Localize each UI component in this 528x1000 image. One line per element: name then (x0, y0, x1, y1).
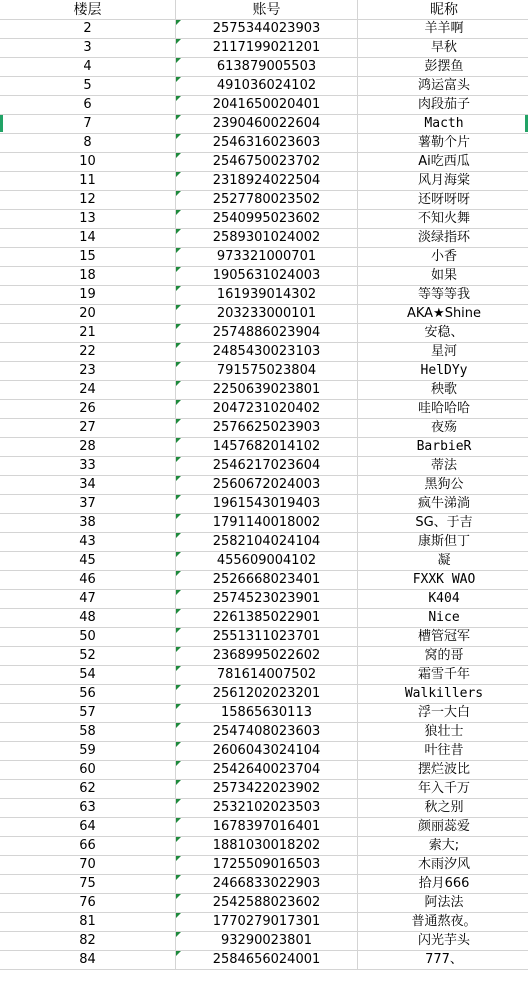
error-indicator-icon (176, 932, 181, 937)
error-indicator-icon (176, 58, 181, 63)
error-indicator-icon (176, 818, 181, 823)
cell-nickname[interactable]: 疯牛涕淌 (358, 495, 528, 514)
cell-nickname[interactable]: 木雨汐风 (358, 856, 528, 875)
cell-nickname[interactable]: 淡绿指环 (358, 229, 528, 248)
cell-floor[interactable]: 28 (0, 438, 176, 457)
cell-account[interactable]: 1881030018202 (176, 837, 358, 856)
cell-floor[interactable]: 22 (0, 343, 176, 362)
cell-floor[interactable]: 38 (0, 514, 176, 533)
table-row (0, 381, 528, 400)
cell-account[interactable]: 93290023801 (176, 932, 358, 951)
cell-account[interactable]: 2576625023903 (176, 419, 358, 438)
cell-nickname[interactable]: Nice (358, 609, 528, 628)
table-row (0, 362, 528, 381)
cell-nickname[interactable]: 鸿运富头 (358, 77, 528, 96)
cell-floor[interactable]: 46 (0, 571, 176, 590)
cell-floor[interactable]: 19 (0, 286, 176, 305)
cell-account[interactable]: 2584656024001 (176, 951, 358, 970)
cell-account[interactable]: 2318924022504 (176, 172, 358, 191)
cell-account[interactable]: 1457682014102 (176, 438, 358, 457)
cell-floor[interactable]: 47 (0, 590, 176, 609)
cell-nickname[interactable]: SG、于吉 (358, 514, 528, 533)
error-indicator-icon (176, 457, 181, 462)
cell-floor[interactable]: 43 (0, 533, 176, 552)
table-row (0, 951, 528, 970)
cell-floor[interactable]: 21 (0, 324, 176, 343)
table-row (0, 571, 528, 590)
table-row (0, 134, 528, 153)
cell-floor[interactable]: 5 (0, 77, 176, 96)
cell-account[interactable]: 2542640023704 (176, 761, 358, 780)
cell-account[interactable]: 2041650020401 (176, 96, 358, 115)
header-floor[interactable]: 楼层 (0, 0, 176, 20)
table-row (0, 343, 528, 362)
error-indicator-icon (176, 229, 181, 234)
table-row (0, 39, 528, 58)
error-indicator-icon (176, 913, 181, 918)
cell-account[interactable]: 2574886023904 (176, 324, 358, 343)
error-indicator-icon (176, 571, 181, 576)
error-indicator-icon (176, 96, 181, 101)
table-row (0, 552, 528, 571)
table-row (0, 172, 528, 191)
cell-account[interactable]: 2546750023702 (176, 153, 358, 172)
cell-floor[interactable]: 3 (0, 39, 176, 58)
cell-account[interactable]: 2546217023604 (176, 457, 358, 476)
cell-floor[interactable]: 4 (0, 58, 176, 77)
table-row (0, 58, 528, 77)
cell-nickname[interactable]: HelDYy (358, 362, 528, 381)
error-indicator-icon (176, 248, 181, 253)
cell-nickname[interactable]: 康斯但丁 (358, 533, 528, 552)
table-row (0, 514, 528, 533)
table-row (0, 818, 528, 837)
cell-floor[interactable]: 57 (0, 704, 176, 723)
error-indicator-icon (176, 533, 181, 538)
table-row (0, 723, 528, 742)
cell-account[interactable]: 1961543019403 (176, 495, 358, 514)
table-row (0, 837, 528, 856)
cell-floor[interactable]: 34 (0, 476, 176, 495)
table-row (0, 799, 528, 818)
table-row (0, 894, 528, 913)
error-indicator-icon (176, 362, 181, 367)
header-nickname[interactable]: 昵称 (358, 0, 528, 20)
error-indicator-icon (176, 590, 181, 595)
table-row (0, 248, 528, 267)
error-indicator-icon (176, 153, 181, 158)
cell-nickname[interactable]: AKA★Shine (358, 305, 528, 324)
cell-floor[interactable]: 52 (0, 647, 176, 666)
cell-nickname[interactable]: Walkillers (358, 685, 528, 704)
cell-nickname[interactable]: FXXK WAO (358, 571, 528, 590)
error-indicator-icon (176, 666, 181, 671)
cell-floor[interactable]: 2 (0, 20, 176, 39)
error-indicator-icon (176, 115, 181, 120)
cell-account[interactable]: 455609004102 (176, 552, 358, 571)
error-indicator-icon (176, 39, 181, 44)
cell-account[interactable]: 1791140018002 (176, 514, 358, 533)
cell-floor[interactable]: 48 (0, 609, 176, 628)
cell-floor[interactable]: 27 (0, 419, 176, 438)
error-indicator-icon (176, 20, 181, 25)
cell-nickname[interactable]: K404 (358, 590, 528, 609)
cell-floor[interactable]: 11 (0, 172, 176, 191)
error-indicator-icon (176, 609, 181, 614)
cell-floor[interactable]: 75 (0, 875, 176, 894)
error-indicator-icon (176, 685, 181, 690)
cell-floor[interactable]: 14 (0, 229, 176, 248)
cell-account[interactable]: 2551311023701 (176, 628, 358, 647)
table-row (0, 875, 528, 894)
cell-nickname[interactable]: 肉段茄子 (358, 96, 528, 115)
cell-account[interactable]: 2368995022602 (176, 647, 358, 666)
error-indicator-icon (176, 856, 181, 861)
cell-account[interactable]: 613879005503 (176, 58, 358, 77)
cell-floor[interactable]: 26 (0, 400, 176, 419)
table-row (0, 932, 528, 951)
cell-floor[interactable]: 13 (0, 210, 176, 229)
cell-account[interactable]: 2250639023801 (176, 381, 358, 400)
table-row (0, 115, 528, 134)
error-indicator-icon (176, 324, 181, 329)
table-row (0, 210, 528, 229)
cell-nickname[interactable]: 叶往昔 (358, 742, 528, 761)
cell-nickname[interactable]: 闪光芋头 (358, 932, 528, 951)
cell-account[interactable]: 2547408023603 (176, 723, 358, 742)
cell-floor[interactable]: 10 (0, 153, 176, 172)
table-row (0, 685, 528, 704)
error-indicator-icon (176, 514, 181, 519)
table-row (0, 476, 528, 495)
cell-account[interactable]: 2540995023602 (176, 210, 358, 229)
table-row (0, 457, 528, 476)
cell-nickname[interactable]: 阿法法 (358, 894, 528, 913)
cell-nickname[interactable]: 槽管冠军 (358, 628, 528, 647)
cell-floor[interactable]: 12 (0, 191, 176, 210)
cell-account[interactable]: 2582104024104 (176, 533, 358, 552)
cell-nickname[interactable]: 早秋 (358, 39, 528, 58)
table-row (0, 191, 528, 210)
cell-account[interactable]: 2047231020402 (176, 400, 358, 419)
table-row (0, 647, 528, 666)
cell-floor[interactable]: 58 (0, 723, 176, 742)
cell-floor[interactable]: 56 (0, 685, 176, 704)
error-indicator-icon (176, 77, 181, 82)
cell-account[interactable]: 2542588023602 (176, 894, 358, 913)
cell-floor[interactable]: 15 (0, 248, 176, 267)
cell-floor[interactable]: 63 (0, 799, 176, 818)
header-row (0, 0, 528, 20)
cell-account[interactable]: 1770279017301 (176, 913, 358, 932)
cell-account[interactable]: 2485430023103 (176, 343, 358, 362)
table-row (0, 438, 528, 457)
cell-nickname[interactable]: 夜殇 (358, 419, 528, 438)
error-indicator-icon (176, 476, 181, 481)
table-row (0, 324, 528, 343)
cell-account[interactable]: 781614007502 (176, 666, 358, 685)
table-row (0, 267, 528, 286)
cell-nickname[interactable]: Macth (358, 115, 528, 134)
cell-nickname[interactable]: 安稳、 (358, 324, 528, 343)
error-indicator-icon (176, 438, 181, 443)
table-row (0, 96, 528, 115)
error-indicator-icon (176, 381, 181, 386)
cell-account[interactable]: 2560672024003 (176, 476, 358, 495)
error-indicator-icon (176, 286, 181, 291)
error-indicator-icon (176, 894, 181, 899)
cell-account[interactable]: 791575023804 (176, 362, 358, 381)
cell-floor[interactable]: 64 (0, 818, 176, 837)
cell-nickname[interactable]: Ai吃西瓜 (358, 153, 528, 172)
table-row (0, 305, 528, 324)
cell-floor[interactable]: 18 (0, 267, 176, 286)
table-row (0, 400, 528, 419)
table-row (0, 742, 528, 761)
table-row (0, 856, 528, 875)
cell-account[interactable]: 2117199021201 (176, 39, 358, 58)
table-row (0, 419, 528, 438)
cell-nickname[interactable]: 浮一大白 (358, 704, 528, 723)
cell-floor[interactable]: 8 (0, 134, 176, 153)
table-row (0, 495, 528, 514)
header-account[interactable]: 账号 (176, 0, 358, 20)
error-indicator-icon (176, 647, 181, 652)
table-row (0, 913, 528, 932)
cell-nickname[interactable]: 秧歌 (358, 381, 528, 400)
cell-nickname[interactable]: 哇哈哈哈 (358, 400, 528, 419)
cell-nickname[interactable]: 拾月666 (358, 875, 528, 894)
cell-floor[interactable]: 24 (0, 381, 176, 400)
cell-account[interactable]: 2561202023201 (176, 685, 358, 704)
error-indicator-icon (176, 305, 181, 310)
cell-nickname[interactable]: 年入千万 (358, 780, 528, 799)
cell-account[interactable]: 2532102023503 (176, 799, 358, 818)
cell-floor[interactable]: 62 (0, 780, 176, 799)
cell-nickname[interactable]: 还呀呀呀 (358, 191, 528, 210)
cell-floor[interactable]: 82 (0, 932, 176, 951)
error-indicator-icon (176, 742, 181, 747)
error-indicator-icon (176, 210, 181, 215)
cell-floor[interactable]: 50 (0, 628, 176, 647)
cell-floor[interactable]: 33 (0, 457, 176, 476)
cell-account[interactable]: 2574523023901 (176, 590, 358, 609)
error-indicator-icon (176, 343, 181, 348)
table-row (0, 704, 528, 723)
cell-account[interactable]: 2575344023903 (176, 20, 358, 39)
cell-floor[interactable]: 6 (0, 96, 176, 115)
cell-nickname[interactable]: 凝 (358, 552, 528, 571)
error-indicator-icon (176, 495, 181, 500)
error-indicator-icon (176, 552, 181, 557)
cell-nickname[interactable]: 霜雪千年 (358, 666, 528, 685)
cell-floor[interactable]: 37 (0, 495, 176, 514)
cell-nickname[interactable]: 羊羊啊 (358, 20, 528, 39)
cell-floor[interactable]: 66 (0, 837, 176, 856)
cell-account[interactable]: 2390460022604 (176, 115, 358, 134)
cell-account[interactable]: 1678397016401 (176, 818, 358, 837)
cell-floor[interactable]: 23 (0, 362, 176, 381)
cell-nickname[interactable]: 索大; (358, 837, 528, 856)
table-row (0, 533, 528, 552)
cell-nickname[interactable]: 摆烂波比 (358, 761, 528, 780)
error-indicator-icon (176, 780, 181, 785)
cell-nickname[interactable]: 风月海棠 (358, 172, 528, 191)
error-indicator-icon (176, 799, 181, 804)
error-indicator-icon (176, 837, 181, 842)
cell-floor[interactable]: 59 (0, 742, 176, 761)
cell-nickname[interactable]: 蒂法 (358, 457, 528, 476)
cell-account[interactable]: 973321000701 (176, 248, 358, 267)
table-row (0, 590, 528, 609)
table-row (0, 286, 528, 305)
error-indicator-icon (176, 191, 181, 196)
cell-account[interactable]: 2546316023603 (176, 134, 358, 153)
cell-account[interactable]: 15865630113 (176, 704, 358, 723)
cell-floor[interactable]: 45 (0, 552, 176, 571)
cell-floor[interactable]: 81 (0, 913, 176, 932)
table-row (0, 77, 528, 96)
cell-nickname[interactable]: 不知火舞 (358, 210, 528, 229)
table-row (0, 20, 528, 39)
cell-nickname[interactable]: 窝的哥 (358, 647, 528, 666)
error-indicator-icon (176, 267, 181, 272)
cell-floor[interactable]: 7 (0, 115, 176, 134)
cell-account[interactable]: 2466833022903 (176, 875, 358, 894)
cell-account[interactable]: 2589301024002 (176, 229, 358, 248)
cell-account[interactable]: 2527780023502 (176, 191, 358, 210)
cell-nickname[interactable]: 颜丽蕊爱 (358, 818, 528, 837)
error-indicator-icon (176, 951, 181, 956)
cell-account[interactable]: 1725509016503 (176, 856, 358, 875)
error-indicator-icon (176, 761, 181, 766)
cell-nickname[interactable]: 星河 (358, 343, 528, 362)
cell-account[interactable]: 161939014302 (176, 286, 358, 305)
cell-account[interactable]: 2261385022901 (176, 609, 358, 628)
error-indicator-icon (176, 628, 181, 633)
cell-floor[interactable]: 70 (0, 856, 176, 875)
cell-account[interactable]: 203233000101 (176, 305, 358, 324)
table-row (0, 229, 528, 248)
table-row (0, 780, 528, 799)
error-indicator-icon (176, 875, 181, 880)
cell-account[interactable]: 1905631024003 (176, 267, 358, 286)
cell-account[interactable]: 2606043024104 (176, 742, 358, 761)
cell-floor[interactable]: 76 (0, 894, 176, 913)
error-indicator-icon (176, 134, 181, 139)
table-row (0, 628, 528, 647)
cell-floor[interactable]: 54 (0, 666, 176, 685)
cell-nickname[interactable]: 小香 (358, 248, 528, 267)
table-row (0, 153, 528, 172)
table-row (0, 761, 528, 780)
error-indicator-icon (176, 723, 181, 728)
error-indicator-icon (176, 172, 181, 177)
cell-nickname[interactable]: 秋之别 (358, 799, 528, 818)
cell-nickname[interactable]: 777、 (358, 951, 528, 970)
error-indicator-icon (176, 400, 181, 405)
cell-nickname[interactable]: 等等等我 (358, 286, 528, 305)
cell-account[interactable]: 491036024102 (176, 77, 358, 96)
cell-floor[interactable]: 84 (0, 951, 176, 970)
error-indicator-icon (176, 704, 181, 709)
cell-nickname[interactable]: 彭摆鱼 (358, 58, 528, 77)
cell-account[interactable]: 2573422023902 (176, 780, 358, 799)
cell-nickname[interactable]: BarbieR (358, 438, 528, 457)
cell-floor[interactable]: 60 (0, 761, 176, 780)
table-row (0, 666, 528, 685)
cell-nickname[interactable]: 薯勒个片 (358, 134, 528, 153)
cell-floor[interactable]: 20 (0, 305, 176, 324)
table-row (0, 609, 528, 628)
cell-account[interactable]: 2526668023401 (176, 571, 358, 590)
cell-nickname[interactable]: 普通熬夜。 (358, 913, 528, 932)
error-indicator-icon (176, 419, 181, 424)
row-selection-marker-left (0, 115, 3, 132)
cell-nickname[interactable]: 如果 (358, 267, 528, 286)
cell-nickname[interactable]: 黑狗公 (358, 476, 528, 495)
cell-nickname[interactable]: 狼壮士 (358, 723, 528, 742)
